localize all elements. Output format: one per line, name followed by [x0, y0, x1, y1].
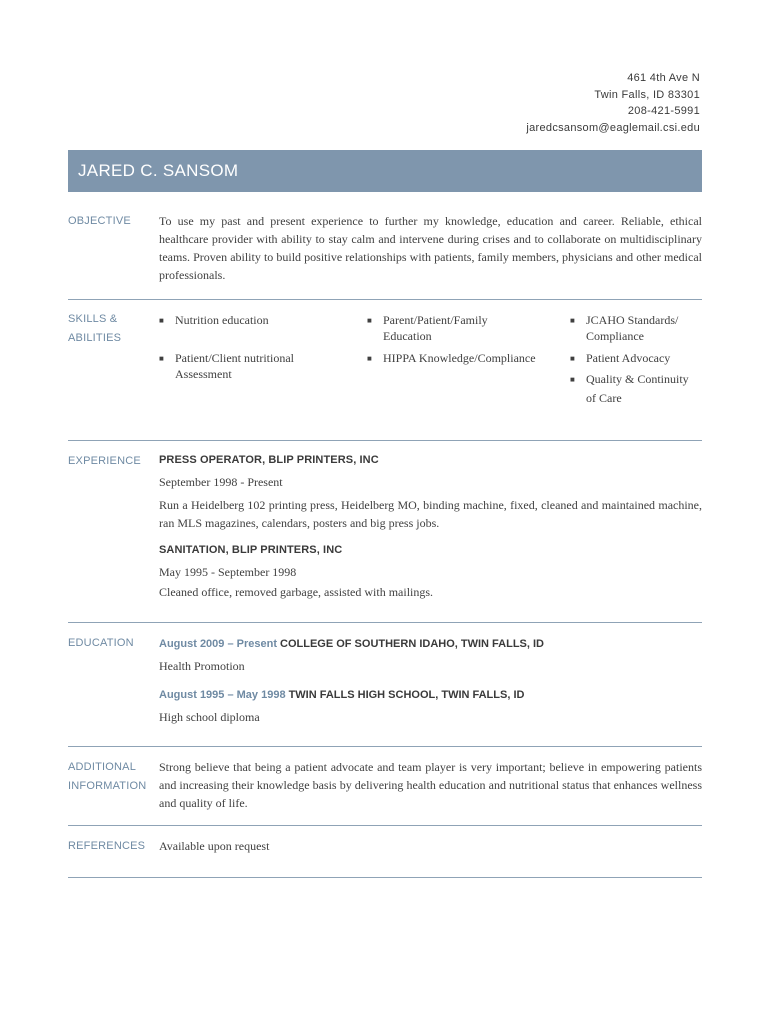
skill-text: JCAHO Standards/	[586, 313, 679, 327]
contact-phone: 208-421-5991	[627, 105, 700, 117]
additional-text: Strong believe that being a patient advocate and team player is very important; believe in empowering patients and increasing their knowledge basis by delivering health education and nutritional status that enhances wellness and quality of life.	[159, 760, 702, 810]
school-name: COLLEGE OF SOUTHERN IDAHO, TWIN FALLS, ID	[280, 638, 544, 650]
additional-label-line2: INFORMATION	[68, 780, 147, 792]
education-entry	[159, 634, 702, 653]
references-label: REFERENCES	[68, 840, 146, 852]
skill-text: Patient Advocacy	[586, 351, 671, 365]
name-banner	[68, 150, 702, 192]
education-label: EDUCATION	[68, 637, 134, 649]
job-title: PRESS OPERATOR, BLIP PRINTERS, INC	[159, 454, 379, 466]
bullet-icon: ■	[570, 354, 575, 363]
bullet-icon: ■	[367, 316, 372, 325]
skill-text-cont: of Care	[586, 391, 622, 405]
experience-body	[159, 452, 702, 601]
skill-text: HIPPA Knowledge/Compliance	[383, 351, 536, 365]
bullet-icon: ■	[159, 354, 164, 363]
skill-text-cont: Compliance	[586, 328, 644, 343]
skill-text: Parent/Patient/Family	[383, 313, 488, 327]
skill-text-cont: Assessment	[175, 366, 232, 381]
applicant-name: JARED C. SANSOM	[78, 161, 239, 180]
skills-section	[68, 310, 702, 430]
contact-city: Twin Falls, ID 83301	[594, 88, 700, 101]
job-title: SANITATION, BLIP PRINTERS, INC	[159, 544, 343, 556]
education-body	[159, 634, 702, 726]
bullet-icon: ■	[570, 375, 575, 384]
contact-block	[526, 70, 700, 136]
section-divider	[68, 440, 702, 441]
experience-label: EXPERIENCE	[68, 455, 141, 467]
section-divider	[68, 877, 702, 878]
skills-label-line2: ABILITIES	[68, 332, 122, 344]
objective-text: To use my past and present experience to further my knowledge, education and career. Reliable, ethical healthcare provider with ability to stay calm and intervene during crises and to collaborate on multidisciplinary teams. Proven ability to build positive relationships with patients, family members, physicians and other medical professionals.	[159, 214, 702, 282]
skills-label-line1: SKILLS &	[68, 313, 118, 325]
contact-street: 461 4th Ave N	[627, 72, 700, 84]
references-text: Available upon request	[159, 839, 270, 853]
education-detail: High school diploma	[159, 710, 260, 724]
additional-label-line1: ADDITIONAL	[68, 761, 137, 773]
job-description: Cleaned office, removed garbage, assisted with mailings.	[159, 585, 434, 599]
job-dates: May 1995 - September 1998	[159, 565, 297, 579]
education-dates: August 1995 – May 1998	[159, 689, 286, 701]
contact-email: jaredcsansom@eaglemail.csi.edu	[526, 121, 700, 134]
school-name: TWIN FALLS HIGH SCHOOL, TWIN FALLS, ID	[288, 689, 525, 701]
job-description: Run a Heidelberg 102 printing press, Heidelberg MO, binding machine, fixed, cleaned and maintained machine, ran MLS magazines, calendars, posters and big press jobs.	[159, 498, 702, 530]
education-detail: Health Promotion	[159, 659, 245, 673]
section-divider	[68, 622, 702, 623]
objective-label: OBJECTIVE	[68, 215, 131, 227]
section-divider	[68, 746, 702, 747]
skill-text: Nutrition education	[175, 313, 269, 327]
job-dates: September 1998 - Present	[159, 475, 283, 489]
skill-text: Patient/Client nutritional	[175, 351, 294, 365]
section-divider	[68, 825, 702, 826]
education-dates: August 2009 – Present	[159, 638, 277, 650]
education-entry	[159, 685, 702, 704]
bullet-icon: ■	[367, 354, 372, 363]
section-divider	[68, 299, 702, 300]
skill-text: Quality & Continuity	[586, 372, 689, 386]
bullet-icon: ■	[570, 316, 575, 325]
additional-label	[68, 758, 156, 796]
skill-text-cont: Education	[383, 328, 432, 343]
skills-label	[68, 310, 156, 348]
bullet-icon: ■	[159, 316, 164, 325]
